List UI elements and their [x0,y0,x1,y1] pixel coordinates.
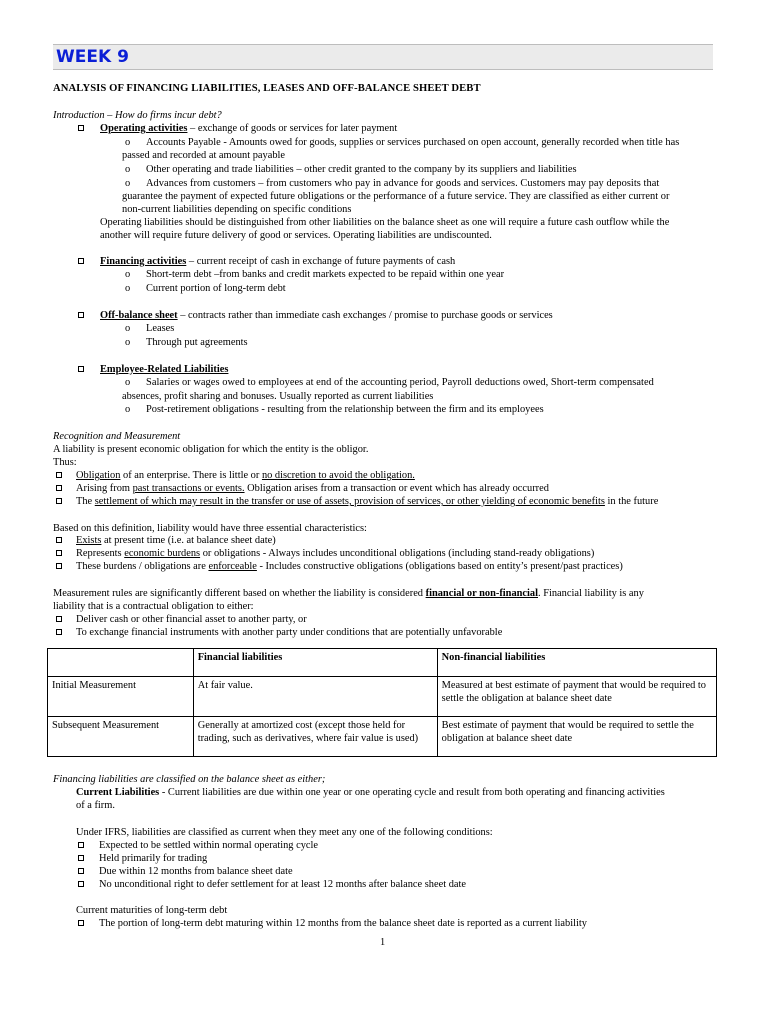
text-run: settlement of which may result in the transfer or use of assets, provision of services, or other yielding of economic benefits [94,496,605,507]
text-run: The [76,496,95,507]
list-item-cont: guarantee the payment of expected future obligations or the performance of a future service. They are classified as either current or [122,191,670,202]
table-header-cell: Financial liabilities [193,649,437,677]
checkbox-icon [56,629,62,635]
text-run: enforceable [208,561,257,572]
employee-label: Employee-Related Liabilities [100,364,229,375]
text-run: no discretion to avoid the obligation. [261,470,415,481]
table-row [48,717,717,757]
paragraph: liability that is a contractual obligation to either: [53,601,254,612]
table-cell: Initial Measurement [48,677,194,717]
checkbox-icon [78,125,84,131]
list-item: Expected to be settled within normal operating cycle [99,840,318,851]
operating-text: – exchange of goods or services for later payment [187,123,398,134]
text-run: Represents [76,548,125,559]
week-title: WEEK 9 [56,47,129,67]
checkbox-icon [78,366,84,372]
table-cell: Generally at amortized cost (except those held for trading, such as derivatives, where fair value is used) [193,717,437,757]
text-run: of an enterprise. There is little or [120,470,262,481]
table-header-cell: Non-financial liabilities [437,649,716,677]
text-run: - Includes constructive obligations (obligations based on entity’s present/past practices) [256,561,623,572]
checkbox-icon [78,868,84,874]
list-item: Leases [146,323,175,334]
list-item-cont: absences, profit sharing and bonuses. Usually reported as current liabilities [122,391,434,402]
intro-heading: Introduction – How do firms incur debt? [53,110,222,121]
list-item [76,547,594,560]
text-run: - Current liabilities are due within one year or one operating cycle and result from both operating and financing activities [159,787,665,798]
list-item: Current portion of long-term debt [146,283,286,294]
checkbox-icon [56,485,62,491]
paragraph: Thus: [53,457,77,468]
text-run: Exists [76,535,102,546]
list-item: Held primarily for trading [99,853,208,864]
text-run: Obligation arises from a transaction or event which has already occurred [244,483,549,494]
checkbox-icon [78,855,84,861]
list-item: To exchange financial instruments with another party under conditions that are potentially unfavorable [76,627,503,638]
list-item: No unconditional right to defer settlement for at least 12 months after balance sheet date [99,879,467,890]
table-header-cell [48,649,194,677]
text-run: at present time (i.e. at balance sheet date) [101,535,276,546]
offbalance-label: Off-balance sheet [100,310,178,321]
measurement-table [47,648,717,757]
checkbox-icon [56,498,62,504]
text-run: in the future [604,496,659,507]
list-item: Other operating and trade liabilities – other credit granted to the company by its suppliers and liabilities [146,164,577,175]
financing-label: Financing activities [100,256,187,267]
list-item-cont: passed and recorded at amount payable [122,150,286,161]
text-run: economic burdens [124,548,201,559]
checkbox-icon [56,563,62,569]
list-item: Through put agreements [146,337,248,348]
checkbox-icon [78,842,84,848]
text-run: These burdens / obligations are [76,561,209,572]
checkbox-icon [56,537,62,543]
text-run: Arising from [76,483,133,494]
bullet-o: o [125,137,131,148]
list-item: Short-term debt –from banks and credit markets expected to be repaid within one year [146,269,505,280]
table-header-row [48,649,717,677]
checkbox-icon [56,472,62,478]
offbalance-text: – contracts rather than immediate cash exchanges / promise to purchase goods or services [177,310,553,321]
checkbox-icon [56,616,62,622]
off-balance-sheet [100,309,553,322]
bullet-o: o [125,283,131,294]
text-run: or obligations - Always includes unconditional obligations (including stand-ready obligations) [200,548,595,559]
table-cell: Subsequent Measurement [48,717,194,757]
paragraph: Current maturities of long-term debt [76,905,228,916]
table-row [48,677,717,717]
paragraph: Based on this definition, liability would have three essential characteristics: [53,523,367,534]
checkbox-icon [78,312,84,318]
text-run: . Financial liability is any [538,588,644,599]
list-item [76,482,549,495]
text-run: Current Liabilities [76,787,160,798]
recognition-heading: Recognition and Measurement [53,431,181,442]
list-item [76,560,623,573]
bullet-o: o [125,164,131,175]
list-item [76,534,276,547]
list-item: Deliver cash or other financial asset to another party, or [76,614,307,625]
checkbox-icon [78,258,84,264]
operating-label: Operating activities [100,123,188,134]
list-item [76,495,658,508]
list-item: The portion of long-term debt maturing within 12 months from the balance sheet date is reported as a current liability [99,918,587,929]
bullet-o: o [125,269,131,280]
bullet-o: o [125,323,131,334]
table-cell: Measured at best estimate of payment that would be required to settle the obligation at balance sheet date [437,677,716,717]
list-item [76,469,415,482]
operating-activities [100,122,397,135]
list-item-cont: non-current liabilities depending on specific conditions [122,204,352,215]
checkbox-icon [78,920,84,926]
week-header-bar [53,44,713,70]
list-item: Accounts Payable - Amounts owed for goods, supplies or services purchased on open account, generally recorded when title has [146,137,680,148]
table-cell: Best estimate of payment that would be required to settle the obligation at balance sheet date [437,717,716,757]
paragraph: of a firm. [76,800,115,811]
list-item: Salaries or wages owed to employees at end of the accounting period, Payroll deductions owed, Short-term compensated [146,377,654,388]
bullet-o: o [125,337,131,348]
bullet-o: o [125,404,131,415]
text-run: Obligation [76,470,121,481]
classified-heading: Financing liabilities are classified on the balance sheet as either; [53,774,326,785]
paragraph: A liability is present economic obligation for which the entity is the obligor. [53,444,369,455]
text-run: Measurement rules are significantly different based on whether the liability is considered [53,588,426,599]
financing-activities [100,255,455,268]
list-item: Due within 12 months from balance sheet date [99,866,293,877]
bullet-o: o [125,377,131,388]
financing-text: – current receipt of cash in exchange of future payments of cash [186,256,456,267]
list-item: Advances from customers – from customers who pay in advance for goods and services. Customers may pay deposits that [146,178,660,189]
document-title: ANALYSIS OF FINANCING LIABILITIES, LEASES AND OFF-BALANCE SHEET DEBT [53,83,481,94]
table-cell: At fair value. [193,677,437,717]
paragraph [76,786,665,799]
bullet-o: o [125,178,131,189]
checkbox-icon [78,881,84,887]
page-number: 1 [380,937,386,948]
text-run: past transactions or events. [132,483,245,494]
paragraph [53,587,644,600]
checkbox-icon [56,550,62,556]
list-item: Post-retirement obligations - resulting from the relationship between the firm and its employees [146,404,544,415]
text-run: financial or non-financial [425,588,538,599]
operating-note: another will require future delivery of good or services. Operating liabilities are undiscounted. [100,230,492,241]
operating-note: Operating liabilities should be distinguished from other liabilities on the balance sheet as one will require a future cash outflow while the [100,217,670,228]
paragraph: Under IFRS, liabilities are classified as current when they meet any one of the following conditions: [76,827,493,838]
